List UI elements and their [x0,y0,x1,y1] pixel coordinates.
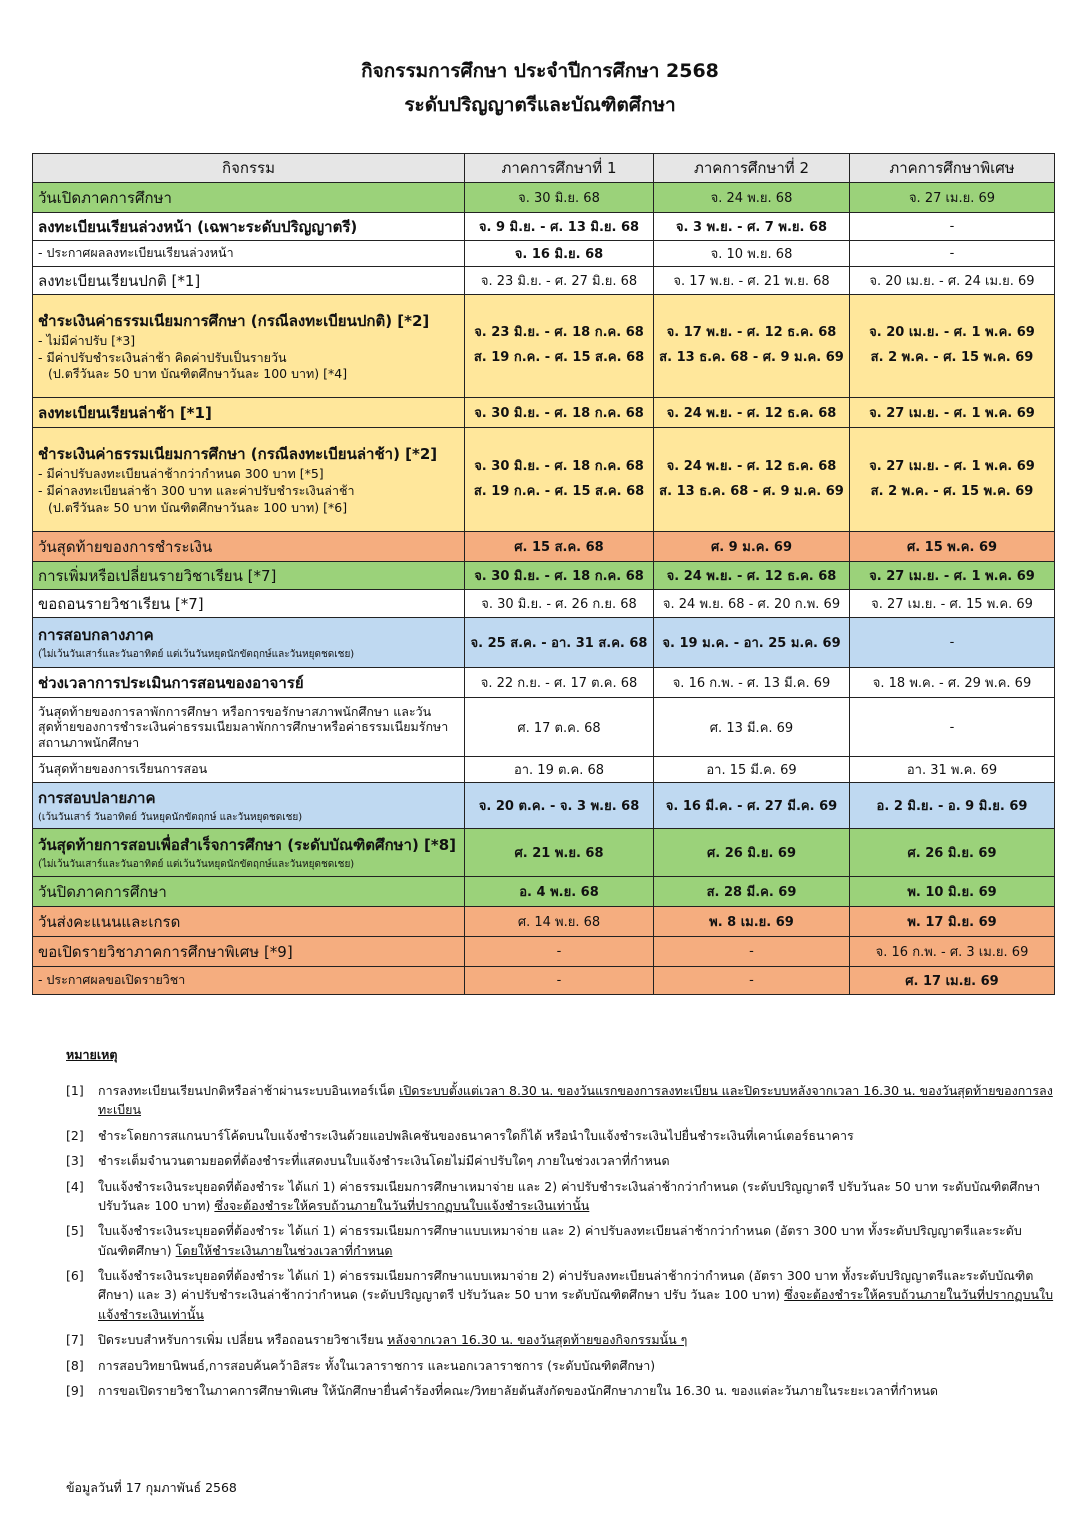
note-number: [1] [66,1083,84,1098]
note-underlined-text: โดยให้ชำระเงินภายในช่วงเวลาที่กำหนด [175,1242,393,1258]
row-teaching-evaluation [33,668,1055,698]
note-item [66,1330,1056,1349]
semester1-date: ศ. 14 พ.ย. 68 [465,907,654,937]
col-header-semester2: ภาคการศึกษาที่ 2 [654,154,850,183]
row-add-change-course [33,562,1055,590]
special-date: - [850,241,1055,267]
note-number: [2] [66,1127,84,1143]
note-item [66,1177,1056,1216]
activity-label: วันส่งคะแนนและเกรด [33,907,465,937]
note-item [66,1266,1056,1324]
activity-label: วันปิดภาคการศึกษา [33,877,465,907]
row-last-class [33,757,1055,783]
note-plain-text: ชำระเต็มจำนวนตามยอดที่ต้องชำระที่แสดงบนใบแจ้งชำระเงินโดยไม่มีค่าปรับใดๆ ภายในช่วงเวลาที่กำหนด [98,1153,670,1169]
semester2-date: อา. 15 มี.ค. 69 [654,757,850,783]
col-header-special: ภาคการศึกษาพิเศษ [850,154,1055,183]
activity-label: วันเปิดภาคการศึกษา [33,183,465,213]
semester2-date: - [654,937,850,967]
semester2-date: จ. 24 พ.ย. 68 - ศ. 20 ก.พ. 69 [654,590,850,618]
activity-label: ขอถอนรายวิชาเรียน [*7] [33,590,465,618]
note-item [66,1151,1056,1170]
note-number: [6] [66,1268,84,1283]
row-late-registration [33,398,1055,428]
note-text [98,1151,1056,1170]
special-dates: จ. 27 เม.ย. - ศ. 1 พ.ค. 69 ส. 2 พ.ค. - ศ. 15 พ.ค. 69 [850,428,1055,532]
semester2-date: ส. 28 มี.ค. 69 [654,877,850,907]
semester2-date: พ. 8 เม.ย. 69 [654,907,850,937]
note-underlined-text: เปิดระบบตั้งแต่เวลา 8.30 น. ของวันแรกของการลงทะเบียน และปิดระบบหลังจากเวลา 16.30 น. ของวันสุดท้ายของการลงทะเบียน [98,1083,1053,1118]
activity-label: การเพิ่มหรือเปลี่ยนรายวิชาเรียน [*7] [33,562,465,590]
semester2-date: ศ. 9 ม.ค. 69 [654,532,850,562]
semester2-date: จ. 10 พ.ย. 68 [654,241,850,267]
activity-label: วันสุดท้ายของการเรียนการสอน [33,757,465,783]
activity-label: ลงทะเบียนเรียนล่าช้า [*1] [33,398,465,428]
semester1-date: จ. 23 มิ.ย. - ศ. 27 มิ.ย. 68 [465,267,654,295]
semester2-date: จ. 17 พ.ย. - ศ. 21 พ.ย. 68 [654,267,850,295]
semester1-date: จ. 22 ก.ย. - ศ. 17 ต.ค. 68 [465,668,654,698]
activity-label: - ประกาศผลลงทะเบียนเรียนล่วงหน้า [33,241,465,267]
special-date: จ. 27 เม.ย. 69 [850,183,1055,213]
note-number: [7] [66,1332,84,1348]
semester1-date: อา. 19 ต.ค. 68 [465,757,654,783]
activity-label: วันสุดท้ายของการลาพักการศึกษา หรือการขอรักษาสภาพนักศึกษา และวันสุดท้ายของการชำระเงินค่าธรรมเนียมลาพักการศึกษาหรือค่าธรรมเนียมรักษาสถานภาพนักศึกษา [33,698,465,757]
row-grade-submission [33,907,1055,937]
notes-section [66,1045,1056,1406]
row-normal-registration [33,267,1055,295]
note-underlined-text: ซึ่งจะต้องชำระให้ครบถ้วนภายในวันที่ปรากฏบนใบแจ้งชำระเงินเท่านั้น [98,1287,1054,1322]
note-item [66,1356,1056,1375]
semester2-date: จ. 16 ก.พ. - ศ. 13 มี.ค. 69 [654,668,850,698]
special-date: อา. 31 พ.ค. 69 [850,757,1055,783]
row-special-course-result [33,967,1055,995]
activity-label: การสอบกลางภาค (ไม่เว้นวันเสาร์และวันอาทิตย์ แต่เว้นวันหยุดนักขัตฤกษ์และวันหยุดชดเชย) [33,618,465,668]
activity-label: การสอบปลายภาค (เว้นวันเสาร์ วันอาทิตย์ วันหยุดนักขัตฤกษ์ และวันหยุดชดเชย) [33,783,465,829]
note-plain-text: การขอเปิดรายวิชาในภาคการศึกษาพิเศษ ให้นักศึกษายื่นคำร้องที่คณะ/วิทยาลัยต้นสังกัดของนักศึกษาภายใน 16.30 น. ของแต่ละวันภายในระยะเวลาที่กำหนด [98,1382,938,1398]
special-date: จ. 27 เม.ย. - ศ. 15 พ.ค. 69 [850,590,1055,618]
activity-label: ขอเปิดรายวิชาภาคการศึกษาพิเศษ [*9] [33,937,465,967]
special-date: อ. 2 มิ.ย. - อ. 9 มิ.ย. 69 [850,783,1055,829]
row-midterm-exam [33,618,1055,668]
semester1-date: จ. 20 ต.ค. - จ. 3 พ.ย. 68 [465,783,654,829]
special-date: พ. 17 มิ.ย. 69 [850,907,1055,937]
semester1-dates: จ. 30 มิ.ย. - ศ. 18 ก.ค. 68 ส. 19 ก.ค. - ศ. 15 ส.ค. 68 [465,428,654,532]
special-date: ศ. 15 พ.ค. 69 [850,532,1055,562]
semester2-date: จ. 24 พ.ย. - ศ. 12 ธ.ค. 68 [654,562,850,590]
semester1-date: - [465,967,654,995]
note-number: [5] [66,1223,84,1239]
note-number: [9] [66,1382,84,1398]
activity-label: ชำระเงินค่าธรรมเนียมการศึกษา (กรณีลงทะเบียนปกติ) [*2] - ไม่มีค่าปรับ [*3] - มีค่าปรับชำระเงินล่าช้า คิดค่าปรับเป็นรายวัน (ป.ตรีวันละ 50 บาท บัณฑิตศึกษาวันละ 100 บาท) [*4] [33,295,465,398]
semester1-date: - [465,937,654,967]
special-date: - [850,213,1055,241]
notes-title: หมายเหตุ [66,1047,118,1062]
note-plain-text: ชำระโดยการสแกนบาร์โค้ดบนใบแจ้งชำระเงินด้วยแอปพลิเคชันของธนาคารใดก็ได้ หรือนำใบแจ้งชำระเงินไปยื่นชำระเงินที่เคาน์เตอร์ธนาคาร [98,1127,854,1143]
note-number: [4] [66,1178,84,1194]
semester1-date: จ. 30 มิ.ย. - ศ. 26 ก.ย. 68 [465,590,654,618]
row-graduation-exam [33,829,1055,877]
semester1-date: จ. 9 มิ.ย. - ศ. 13 มิ.ย. 68 [465,213,654,241]
note-number: [8] [66,1357,84,1373]
special-date: ศ. 17 เม.ย. 69 [850,967,1055,995]
note-text [98,1266,1056,1324]
special-date: - [850,618,1055,668]
note-underlined-text: ซึ่งจะต้องชำระให้ครบถ้วนภายในวันที่ปรากฏบนใบแจ้งชำระเงินเท่านั้น [214,1197,590,1213]
activity-label: วันสุดท้ายของการชำระเงิน [33,532,465,562]
table-header-row [33,154,1055,183]
note-text [98,1356,1056,1375]
activity-label: ชำระเงินค่าธรรมเนียมการศึกษา (กรณีลงทะเบียนล่าช้า) [*2] - มีค่าปรับลงทะเบียนล่าช้ากว่ากำหนด 300 บาท [*5] - มีค่าลงทะเบียนล่าช้า 300 บาท และค่าปรับชำระเงินล่าช้า (ป.ตรีวันละ 50 บาท บัณฑิตศึกษาวันละ 100 บาท) [*6] [33,428,465,532]
semester2-date: ศ. 26 มิ.ย. 69 [654,829,850,877]
row-withdraw-course [33,590,1055,618]
note-text [98,1126,1056,1145]
special-dates: จ. 20 เม.ย. - ศ. 1 พ.ค. 69 ส. 2 พ.ค. - ศ. 15 พ.ค. 69 [850,295,1055,398]
row-payment-late [33,428,1055,532]
col-header-semester1: ภาคการศึกษาที่ 1 [465,154,654,183]
row-semester-open [33,183,1055,213]
note-plain-text: ใบแจ้งชำระเงินระบุยอดที่ต้องชำระ ได้แก่ 1) ค่าธรรมเนียมการศึกษาเหมาจ่าย และ 2) ค่าปรับชำระเงินล่าช้ากว่ากำหนด (ระดับปริญญาตรี ปรับวันละ 50 บาท ระดับบัณฑิตศึกษา ปรับวันละ 100 บาท) [98,1178,1041,1213]
activity-label: ลงทะเบียนเรียนปกติ [*1] [33,267,465,295]
semester1-date: ศ. 15 ส.ค. 68 [465,532,654,562]
semester2-dates: จ. 24 พ.ย. - ศ. 12 ธ.ค. 68 ส. 13 ธ.ค. 68 - ศ. 9 ม.ค. 69 [654,428,850,532]
row-pre-registration [33,213,1055,241]
special-date: พ. 10 มิ.ย. 69 [850,877,1055,907]
semester2-date: ศ. 13 มี.ค. 69 [654,698,850,757]
row-final-exam [33,783,1055,829]
semester2-date: - [654,967,850,995]
semester2-dates: จ. 17 พ.ย. - ศ. 12 ธ.ค. 68 ส. 13 ธ.ค. 68 - ศ. 9 ม.ค. 69 [654,295,850,398]
special-date: จ. 18 พ.ค. - ศ. 29 พ.ค. 69 [850,668,1055,698]
row-payment-normal [33,295,1055,398]
semester1-date: จ. 30 มิ.ย. 68 [465,183,654,213]
semester1-date: อ. 4 พ.ย. 68 [465,877,654,907]
special-date: จ. 16 ก.พ. - ศ. 3 เม.ย. 69 [850,937,1055,967]
special-date: จ. 27 เม.ย. - ศ. 1 พ.ค. 69 [850,398,1055,428]
semester1-date: จ. 30 มิ.ย. - ศ. 18 ก.ค. 68 [465,562,654,590]
activity-label: ลงทะเบียนเรียนล่วงหน้า (เฉพาะระดับปริญญาตรี) [33,213,465,241]
note-item [66,1381,1056,1400]
page-title: กิจกรรมการศึกษา ประจำปีการศึกษา 2568 [361,60,719,82]
row-last-payment [33,532,1055,562]
note-plain-text: การสอบวิทยานิพนธ์,การสอบค้นคว้าอิสระ ทั้งในเวลาราชการ และนอกเวลาราชการ (ระดับบัณฑิตศึกษา) [98,1357,656,1373]
data-date-footer: ข้อมูลวันที่ 17 กุมภาพันธ์ 2568 [66,1480,237,1495]
calendar-table [32,153,1055,995]
semester1-date: ศ. 17 ต.ค. 68 [465,698,654,757]
note-text [98,1081,1056,1120]
semester2-date: จ. 19 ม.ค. - อา. 25 ม.ค. 69 [654,618,850,668]
special-date: ศ. 26 มิ.ย. 69 [850,829,1055,877]
semester1-dates: จ. 23 มิ.ย. - ศ. 18 ก.ค. 68 ส. 19 ก.ค. - ศ. 15 ส.ค. 68 [465,295,654,398]
note-text [98,1381,1056,1400]
row-pre-registration-result [33,241,1055,267]
special-date: - [850,698,1055,757]
semester2-date: จ. 24 พ.ย. - ศ. 12 ธ.ค. 68 [654,398,850,428]
note-underlined-text: หลังจากเวลา 16.30 น. ของวันสุดท้ายของกิจกรรมนั้น ๆ [387,1332,688,1348]
note-text [98,1221,1056,1260]
note-plain-text: ปิดระบบสำหรับการเพิ่ม เปลี่ยน หรือถอนรายวิชาเรียน [98,1332,388,1348]
note-item [66,1126,1056,1145]
special-date: จ. 20 เม.ย. - ศ. 24 เม.ย. 69 [850,267,1055,295]
notes-list [66,1081,1056,1400]
page-subtitle: ระดับปริญญาตรีและบัณฑิตศึกษา [404,94,676,116]
row-semester-close [33,877,1055,907]
semester1-date: จ. 30 มิ.ย. - ศ. 18 ก.ค. 68 [465,398,654,428]
semester1-date: จ. 25 ส.ค. - อา. 31 ส.ค. 68 [465,618,654,668]
note-plain-text: ใบแจ้งชำระเงินระบุยอดที่ต้องชำระ ได้แก่ 1) ค่าธรรมเนียมการศึกษาแบบเหมาจ่าย และ 2) ค่าปรับลงทะเบียนล่าช้ากว่ากำหนด (อัตรา 300 บาท ทั้งระดับปริญญาตรีและระดับบัณฑิตศึกษา) [98,1223,1022,1258]
semester1-date: ศ. 21 พ.ย. 68 [465,829,654,877]
note-item [66,1221,1056,1260]
row-special-course-request [33,937,1055,967]
note-text [98,1330,1056,1349]
special-date: จ. 27 เม.ย. - ศ. 1 พ.ค. 69 [850,562,1055,590]
activity-label: วันสุดท้ายการสอบเพื่อสำเร็จการศึกษา (ระดับบัณฑิตศึกษา) [*8] (ไม่เว้นวันเสาร์และวันอาทิตย์ แต่เว้นวันหยุดนักขัตฤกษ์และวันหยุดชดเชย) [33,829,465,877]
semester1-date: จ. 16 มิ.ย. 68 [465,241,654,267]
semester2-date: จ. 24 พ.ย. 68 [654,183,850,213]
note-number: [3] [66,1153,84,1169]
activity-label: - ประกาศผลขอเปิดรายวิชา [33,967,465,995]
note-plain-text: การลงทะเบียนเรียนปกติหรือล่าช้าผ่านระบบอินเทอร์เน็ต [98,1083,400,1098]
row-leave-of-absence [33,698,1055,757]
semester2-date: จ. 3 พ.ย. - ศ. 7 พ.ย. 68 [654,213,850,241]
note-item [66,1081,1056,1120]
semester2-date: จ. 16 มี.ค. - ศ. 27 มี.ค. 69 [654,783,850,829]
col-header-activity: กิจกรรม [33,154,465,183]
note-plain-text: ใบแจ้งชำระเงินระบุยอดที่ต้องชำระ ได้แก่ 1) ค่าธรรมเนียมการศึกษาแบบเหมาจ่าย 2) ค่าปรับลงทะเบียนล่าช้ากว่ากำหนด (อัตรา 300 บาท ทั้งระดับปริญญาตรีและระดับบัณฑิตศึกษา) และ 3) ค่าปรับชำระเงินล่าช้ากว่ากำหนด (ระดับปริญญาตรี ปรับวันละ 50 บาท ระดับบัณฑิตศึกษา ปรับ วันละ 100 บาท) [98,1268,1034,1303]
activity-label: ช่วงเวลาการประเมินการสอนของอาจารย์ [33,668,465,698]
note-text [98,1177,1056,1216]
